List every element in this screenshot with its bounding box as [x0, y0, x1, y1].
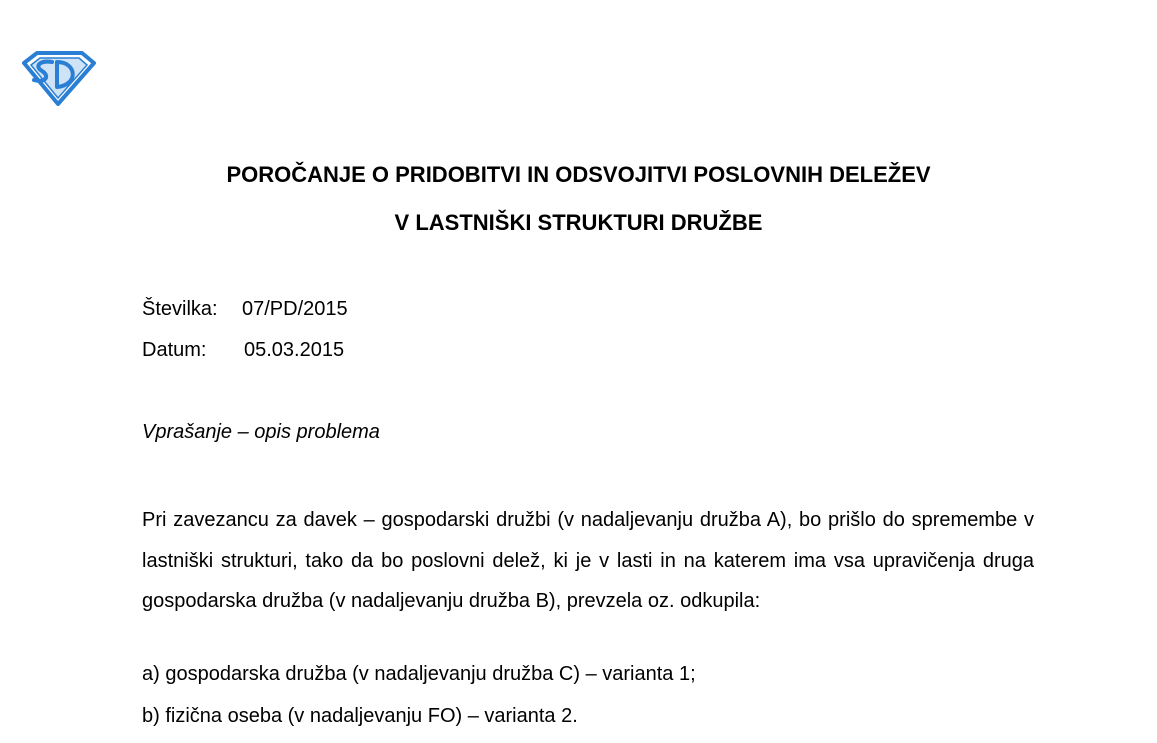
document-number-label: Številka: — [142, 298, 218, 320]
sd-diamond-logo-icon — [22, 50, 96, 106]
document-number-value: 07/PD/2015 — [242, 298, 348, 320]
option-b: b) fizična oseba (v nadaljevanju FO) – varianta 2. — [142, 705, 578, 727]
document-number — [142, 297, 348, 321]
document-title-line-2: V LASTNIŠKI STRUKTURI DRUŽBE — [394, 210, 763, 235]
document-date-label: Datum: — [142, 339, 207, 361]
document-title-line-1: POROČANJE O PRIDOBITVI IN ODSVOJITVI POSLOVNIH DELEŽEV — [226, 162, 931, 187]
option-a: a) gospodarska družba (v nadaljevanju družba C) – varianta 1; — [142, 663, 696, 685]
body-paragraph: Pri zavezancu za davek – gospodarski družbi (v nadaljevanju družba A), bo prišlo do spremembe v lastniški strukturi, tako da bo poslovni delež, ki je v lasti in na katerem ima vsa upravičenja druga gospodarska družba (v nadaljevanju družba B), prevzela oz. odkupila: — [142, 509, 1034, 612]
document-date-value: 05.03.2015 — [244, 339, 345, 361]
document-date — [142, 338, 344, 362]
section-heading: Vprašanje – opis problema — [142, 421, 380, 443]
